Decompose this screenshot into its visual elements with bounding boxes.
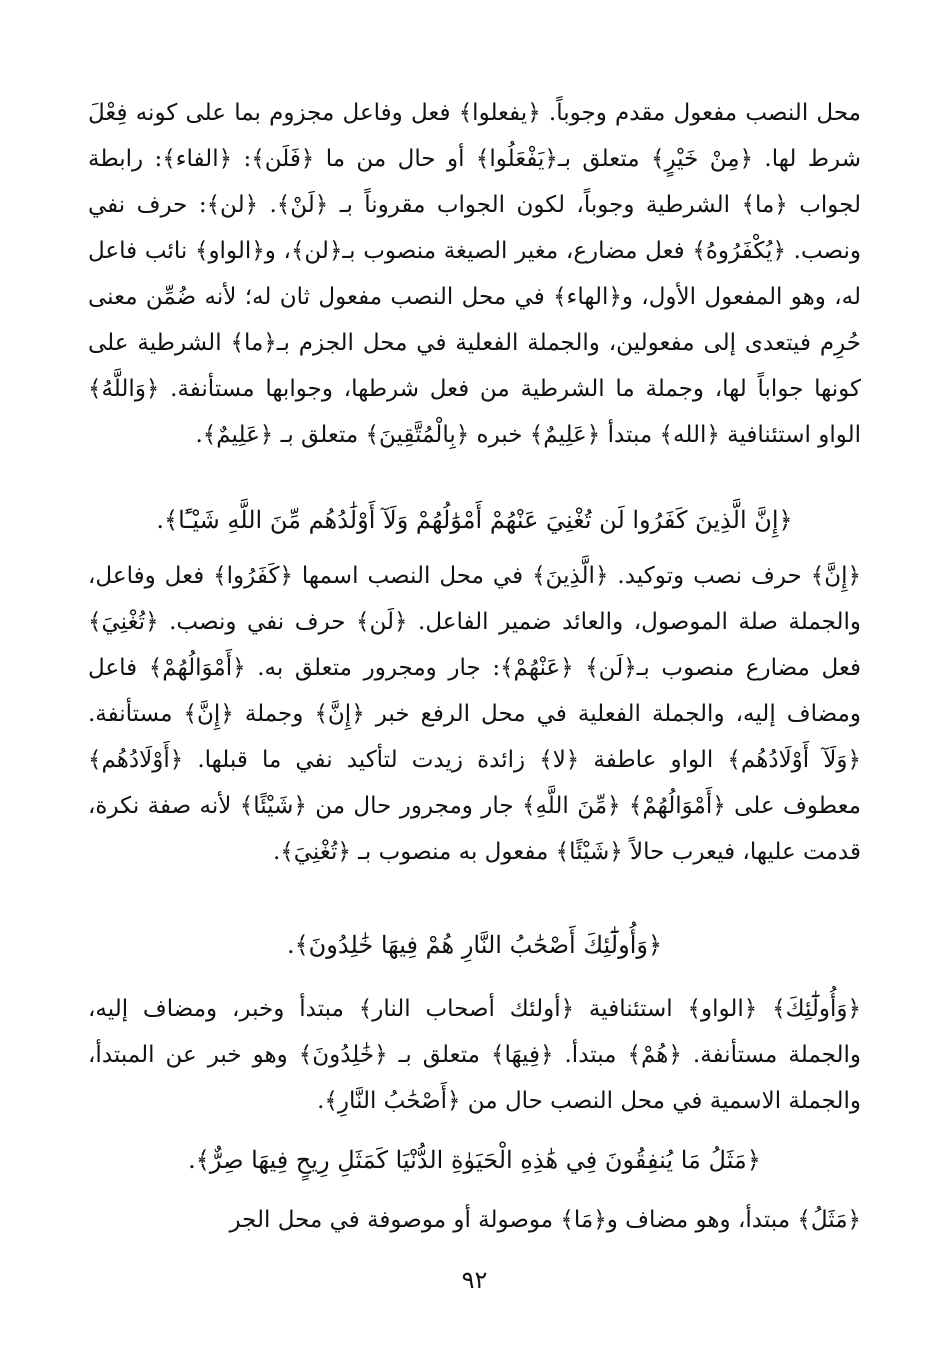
commentary-paragraph-4 (88, 1197, 861, 1243)
quran-verse-1: ﴿إِنَّ الَّذِينَ كَفَرُوا لَن تُغْنِيَ عَنْهُمْ أَمْوَٰلُهُمْ وَلَآ أَوْلَٰدُهُم مِّنَ اللَّهِ شَيْـًٔا﴾. (156, 506, 793, 534)
quran-verse-3: ﴿مَثَلُ مَا يُنفِقُونَ فِي هَٰذِهِ الْحَيَوٰةِ الدُّنْيَا كَمَثَلِ رِيحٍ فِيهَا صِرٌّ﴾. (188, 1146, 761, 1174)
quran-verse-2: ﴿وَأُولَٰٓئِكَ أَصْحَٰبُ النَّارِ هُمْ فِيهَا خَٰلِدُونَ﴾. (286, 931, 663, 959)
paragraph-text: محل النصب مفعول مقدم وجوباً. ﴿يفعلوا﴾ فعل وفاعل مجزوم بما على كونه فِعْلَ شرط لها. ﴿مِنْ خَيْرٍ﴾ متعلق بـ﴿يَفْعَلُوا﴾ أو حال من ما ﴿فَلَن﴾: ﴿الفاء﴾: رابطة لجواب ﴿ما﴾ الشرطية وجوباً، لكون الجواب مقروناً بـ ﴿لَنْ﴾. ﴿لن﴾: حرف نفي ونصب. ﴿يُكْفَرُوهُ﴾ فعل مضارع، مغير الصيغة منصوب بـ﴿لن﴾، و﴿الواو﴾ نائب فاعل له، وهو المفعول الأول، و﴿الهاء﴾ في محل النصب مفعول ثان له؛ لأنه ضُمِّن معنى حُرِم فيتعدى إلى مفعولين، والجملة الفعلية في محل الجزم بـ﴿ما﴾ الشرطية على كونها جواباً لها، وجملة ما الشرطية من فعل شرطها، وجوابها مستأنفة. ﴿وَاللَّهُ﴾ الواو استئنافية ﴿الله﴾ مبتدأ ﴿عَلِيمٌ﴾ خبره ﴿بِالْمُتَّقِينَ﴾ متعلق بـ ﴿عَلِيمٌ﴾. (88, 100, 861, 448)
paragraph-text: ﴿وَأُولَٰٓئِكَ﴾ ﴿الواو﴾ استئنافية ﴿أولئك أصحاب النار﴾ مبتدأ وخبر، ومضاف إليه، والجملة مستأنفة. ﴿هُمْ﴾ مبتدأ. ﴿فِيهَا﴾ متعلق بـ ﴿خَٰلِدُونَ﴾ وهو خبر عن المبتدأ، والجملة الاسمية في محل النصب حال من ﴿أَصْحَٰبُ النَّارِ﴾. (88, 996, 861, 1114)
commentary-paragraph-2 (88, 553, 861, 875)
commentary-paragraph-3 (88, 986, 861, 1124)
commentary-paragraph-1 (88, 90, 861, 458)
paragraph-text: ﴿إِنَّ﴾ حرف نصب وتوكيد. ﴿الَّذِينَ﴾ في محل النصب اسمها ﴿كَفَرُوا﴾ فعل وفاعل، والجملة صلة الموصول، والعائد ضمير الفاعل. ﴿لَن﴾ حرف نفي ونصب. ﴿تُغْنِيَ﴾ فعل مضارع منصوب بـ﴿لَن﴾ ﴿عَنْهُمْ﴾: جار ومجرور متعلق به. ﴿أَمْوَالُهُمْ﴾ فاعل ومضاف إليه، والجملة الفعلية في محل الرفع خبر ﴿إِنَّ﴾ وجملة ﴿إِنَّ﴾ مستأنفة. ﴿وَلَآ أَوْلَادُهُم﴾ الواو عاطفة ﴿لا﴾ زائدة زيدت لتأكيد نفي ما قبلها. ﴿أَوْلَادُهُم﴾ معطوف على ﴿أَمْوَالُهُمْ﴾ ﴿مِّنَ اللَّهِ﴾ جار ومجرور حال من ﴿شَيْئًا﴾ لأنه صفة نكرة، قدمت عليها، فيعرب حالاً ﴿شَيْئًا﴾ مفعول به منصوب بـ ﴿تُغْنِيَ﴾. (88, 563, 861, 865)
page-number: ٩٢ (461, 1266, 488, 1294)
paragraph-text: ﴿مَثَلُ﴾ مبتدأ، وهو مضاف و﴿مَا﴾ موصولة أو موصوفة في محل الجر (229, 1207, 861, 1233)
